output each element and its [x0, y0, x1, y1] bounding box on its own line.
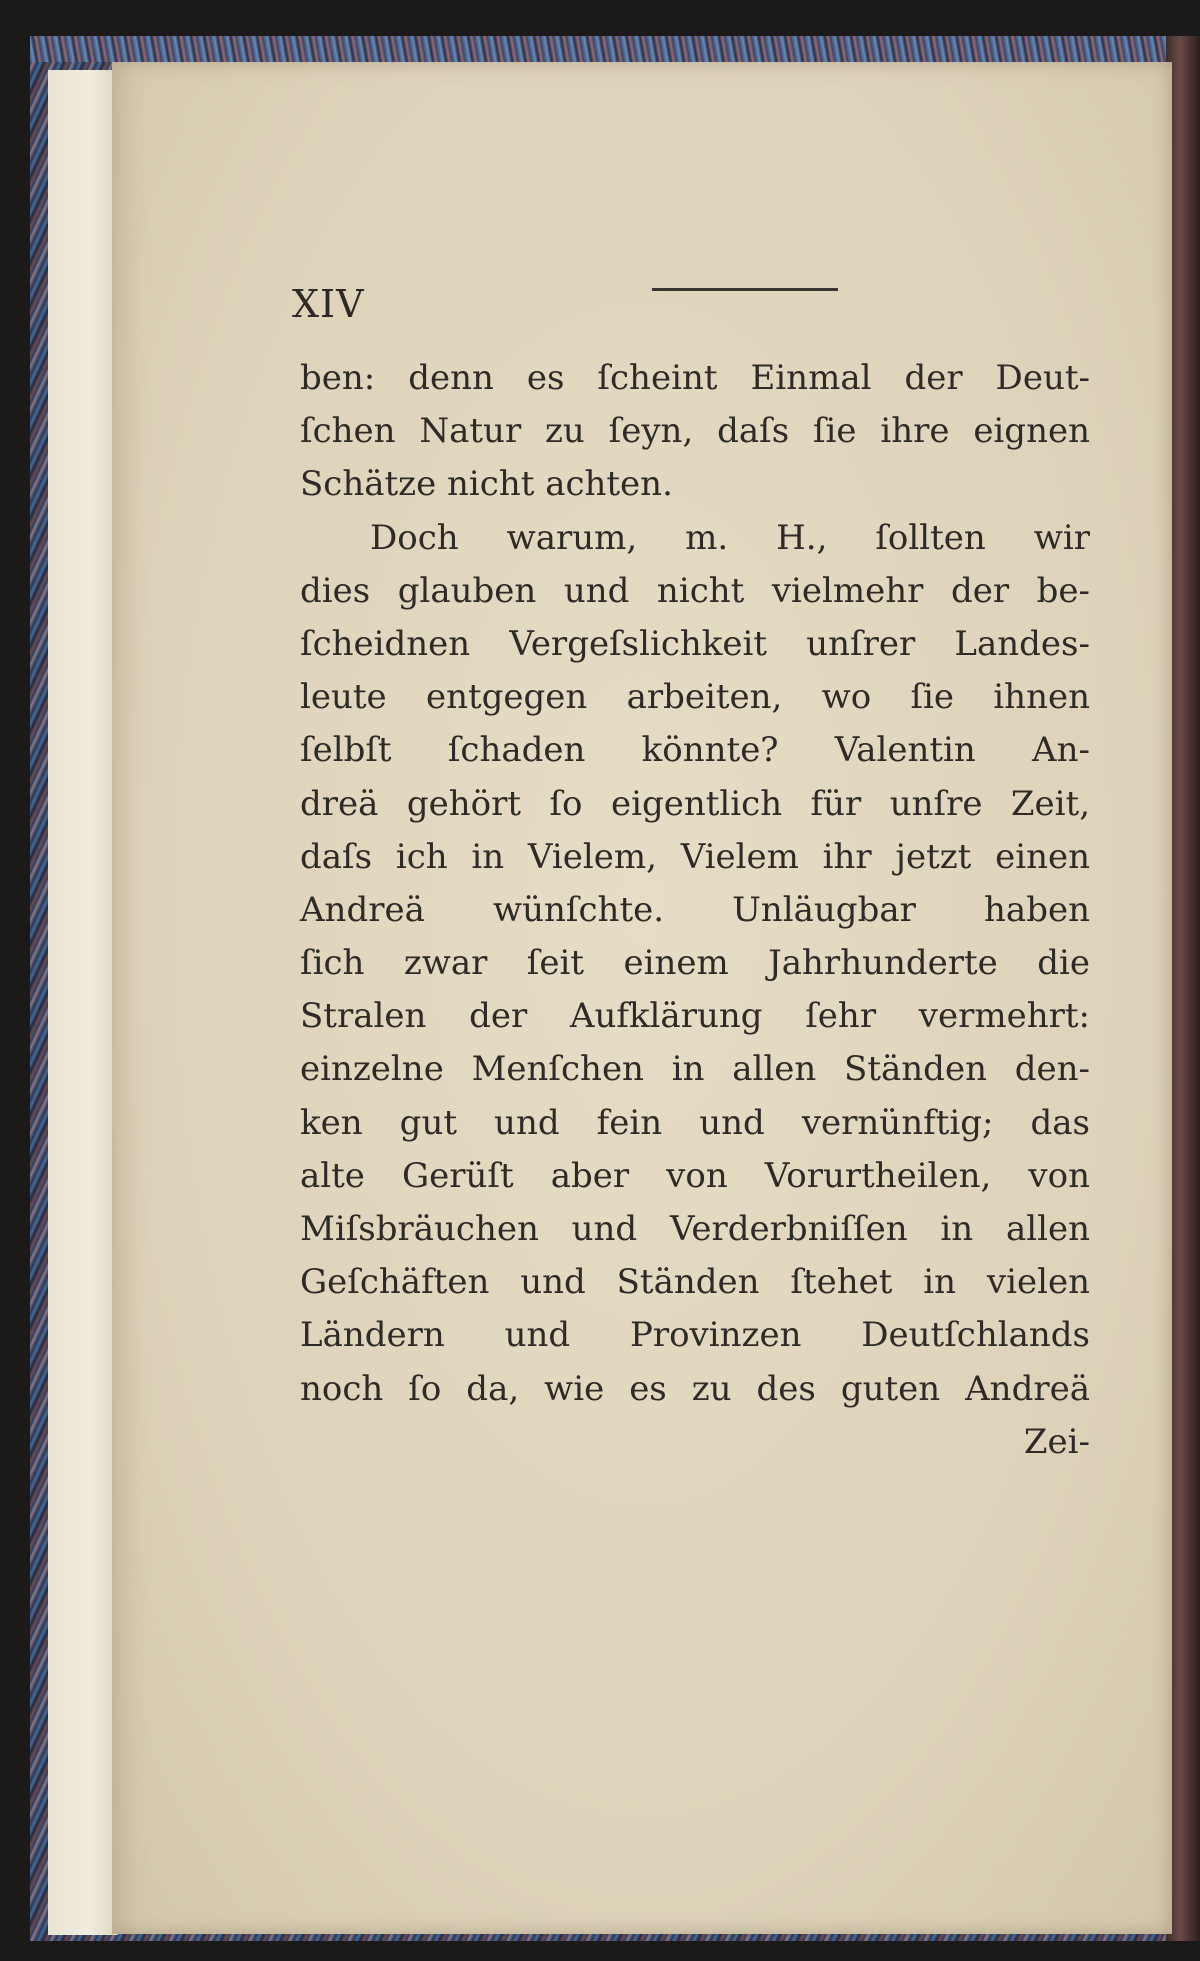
text-line: ſchen Natur zu ſeyn, daſs ſie ihre eignen: [300, 411, 1090, 452]
text-line: leute entgegen arbeiten, wo ſie ihnen: [300, 677, 1090, 718]
text-line: Doch warum, m. H., ſollten wir: [370, 517, 1090, 558]
text-line: Miſsbräuchen und Verderbniſſen in allen: [300, 1209, 1090, 1249]
catchword: Zei-: [1023, 1421, 1090, 1462]
text-line: Stralen der Aufklärung ſehr vermehrt:: [300, 996, 1090, 1037]
body-text: [300, 352, 1090, 1469]
text-line: ſcheidnen Vergeſslichkeit unſrer Landes-: [300, 623, 1090, 664]
text-line: dreä gehört ſo eigentlich für unſre Zeit,: [300, 783, 1090, 824]
text-line: Geſchäften und Ständen ſtehet in vielen: [300, 1262, 1090, 1303]
flyleaf: [48, 70, 118, 1935]
text-line: ben: denn es ſcheint Einmal der Deut-: [300, 358, 1090, 398]
text-line: ken gut und fein und vernünftig; das: [300, 1102, 1090, 1143]
text-line: ſich zwar ſeit einem Jahrhunderte die: [300, 943, 1090, 984]
page-number: XIV: [292, 282, 365, 326]
text-line: dies glauben und nicht vielmehr der be-: [300, 570, 1090, 611]
text-line: alte Gerüſt aber von Vorurtheilen, von: [300, 1155, 1090, 1196]
cover-top-edge: [30, 36, 1200, 62]
text-line: noch ſo da, wie es zu des guten Andreä: [300, 1368, 1090, 1409]
text-line: Schätze nicht achten.: [300, 464, 673, 505]
text-line: Andreä wünſchte. Unläugbar haben: [300, 889, 1090, 930]
header-rule: [652, 288, 838, 291]
text-line: ſelbſt ſchaden könnte? Valentin An-: [300, 730, 1090, 771]
text-line: daſs ich in Vielem, Vielem ihr jetzt einen: [300, 836, 1090, 877]
text-line: einzelne Menſchen in allen Ständen den-: [300, 1049, 1090, 1090]
text-line: Ländern und Provinzen Deutſchlands: [300, 1315, 1090, 1356]
